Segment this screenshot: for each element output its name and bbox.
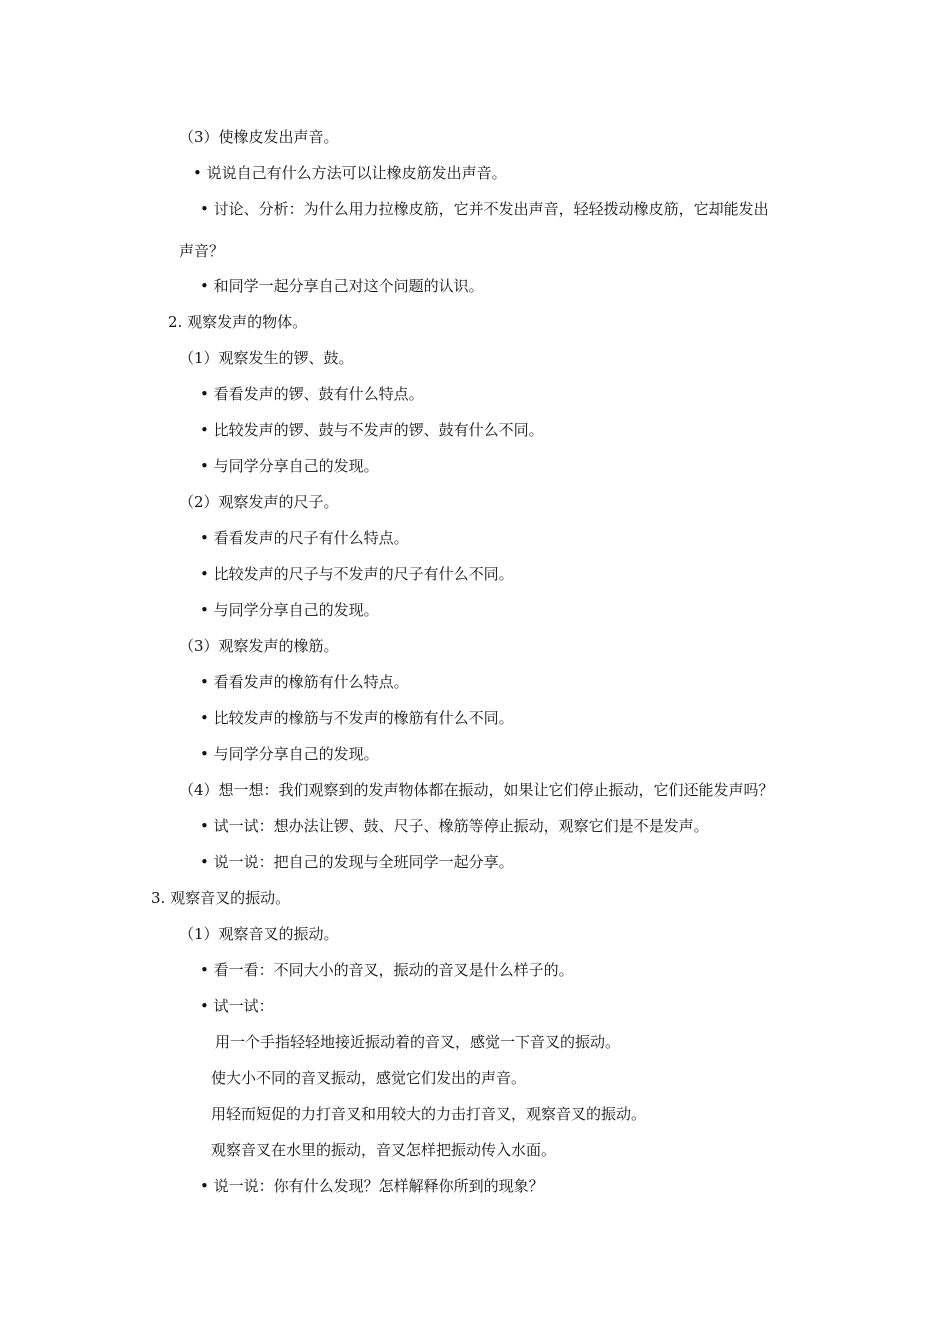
subheading: （4）想一想：我们观察到的发声物体都在振动，如果让它们停止振动，它们还能发声吗？ — [179, 781, 774, 799]
bullet-line: • 与同学分享自己的发现。 — [200, 457, 379, 475]
subheading: （1）观察音叉的振动。 — [179, 925, 339, 943]
bullet-line: • 与同学分享自己的发现。 — [200, 745, 379, 763]
bullet-line: • 比较发声的尺子与不发声的尺子有什么不同。 — [200, 565, 514, 583]
subheading: （1）观察发生的锣、鼓。 — [179, 349, 354, 367]
bullet-line: • 说一说：你有什么发现？怎样解释你所到的现象？ — [200, 1177, 544, 1195]
text-line: 声音？ — [179, 242, 225, 260]
bullet-line: • 看看发声的尺子有什么特点。 — [200, 529, 409, 547]
subheading-eraser-sound: （3）使橡皮发出声音。 — [179, 128, 339, 146]
bullet-line: • 看一看：不同大小的音叉，振动的音叉是什么样子的。 — [200, 961, 574, 979]
text-line: 观察音叉在水里的振动，音叉怎样把振动传入水面。 — [211, 1141, 557, 1159]
subheading: （2）观察发声的尺子。 — [179, 493, 339, 511]
bullet-line: • 看看发声的锣、鼓有什么特点。 — [200, 385, 424, 403]
bullet-line: • 与同学分享自己的发现。 — [200, 601, 379, 619]
bullet-line: • 和同学一起分享自己对这个问题的认识。 — [200, 277, 484, 295]
section-heading-2: 2. 观察发声的物体。 — [168, 313, 308, 331]
bullet-line: • 讨论、分析：为什么用力拉橡皮筋，它并不发出声音，轻轻拨动橡皮筋，它却能发出 — [200, 200, 769, 218]
text-line: 用轻而短促的力打音叉和用较大的力击打音叉，观察音叉的振动。 — [211, 1105, 647, 1123]
bullet-line: • 比较发声的锣、鼓与不发声的锣、鼓有什么不同。 — [200, 421, 544, 439]
bullet-line: • 试一试： — [200, 997, 274, 1015]
subheading: （3）观察发声的橡筋。 — [179, 637, 339, 655]
text-line: 使大小不同的音叉振动，感觉它们发出的声音。 — [211, 1069, 527, 1087]
bullet-line: • 看看发声的橡筋有什么特点。 — [200, 673, 409, 691]
text-line: 用一个手指轻轻地接近振动着的音叉，感觉一下音叉的振动。 — [215, 1033, 621, 1051]
bullet-line: • 说说自己有什么方法可以让橡皮筋发出声音。 — [193, 164, 507, 182]
bullet-line: • 比较发声的橡筋与不发声的橡筋有什么不同。 — [200, 709, 514, 727]
section-heading-3: 3. 观察音叉的振动。 — [151, 889, 291, 907]
bullet-line: • 说一说：把自己的发现与全班同学一起分享。 — [200, 853, 514, 871]
bullet-line: • 试一试：想办法让锣、鼓、尺子、橡筋等停止振动，观察它们是不是发声。 — [200, 817, 709, 835]
